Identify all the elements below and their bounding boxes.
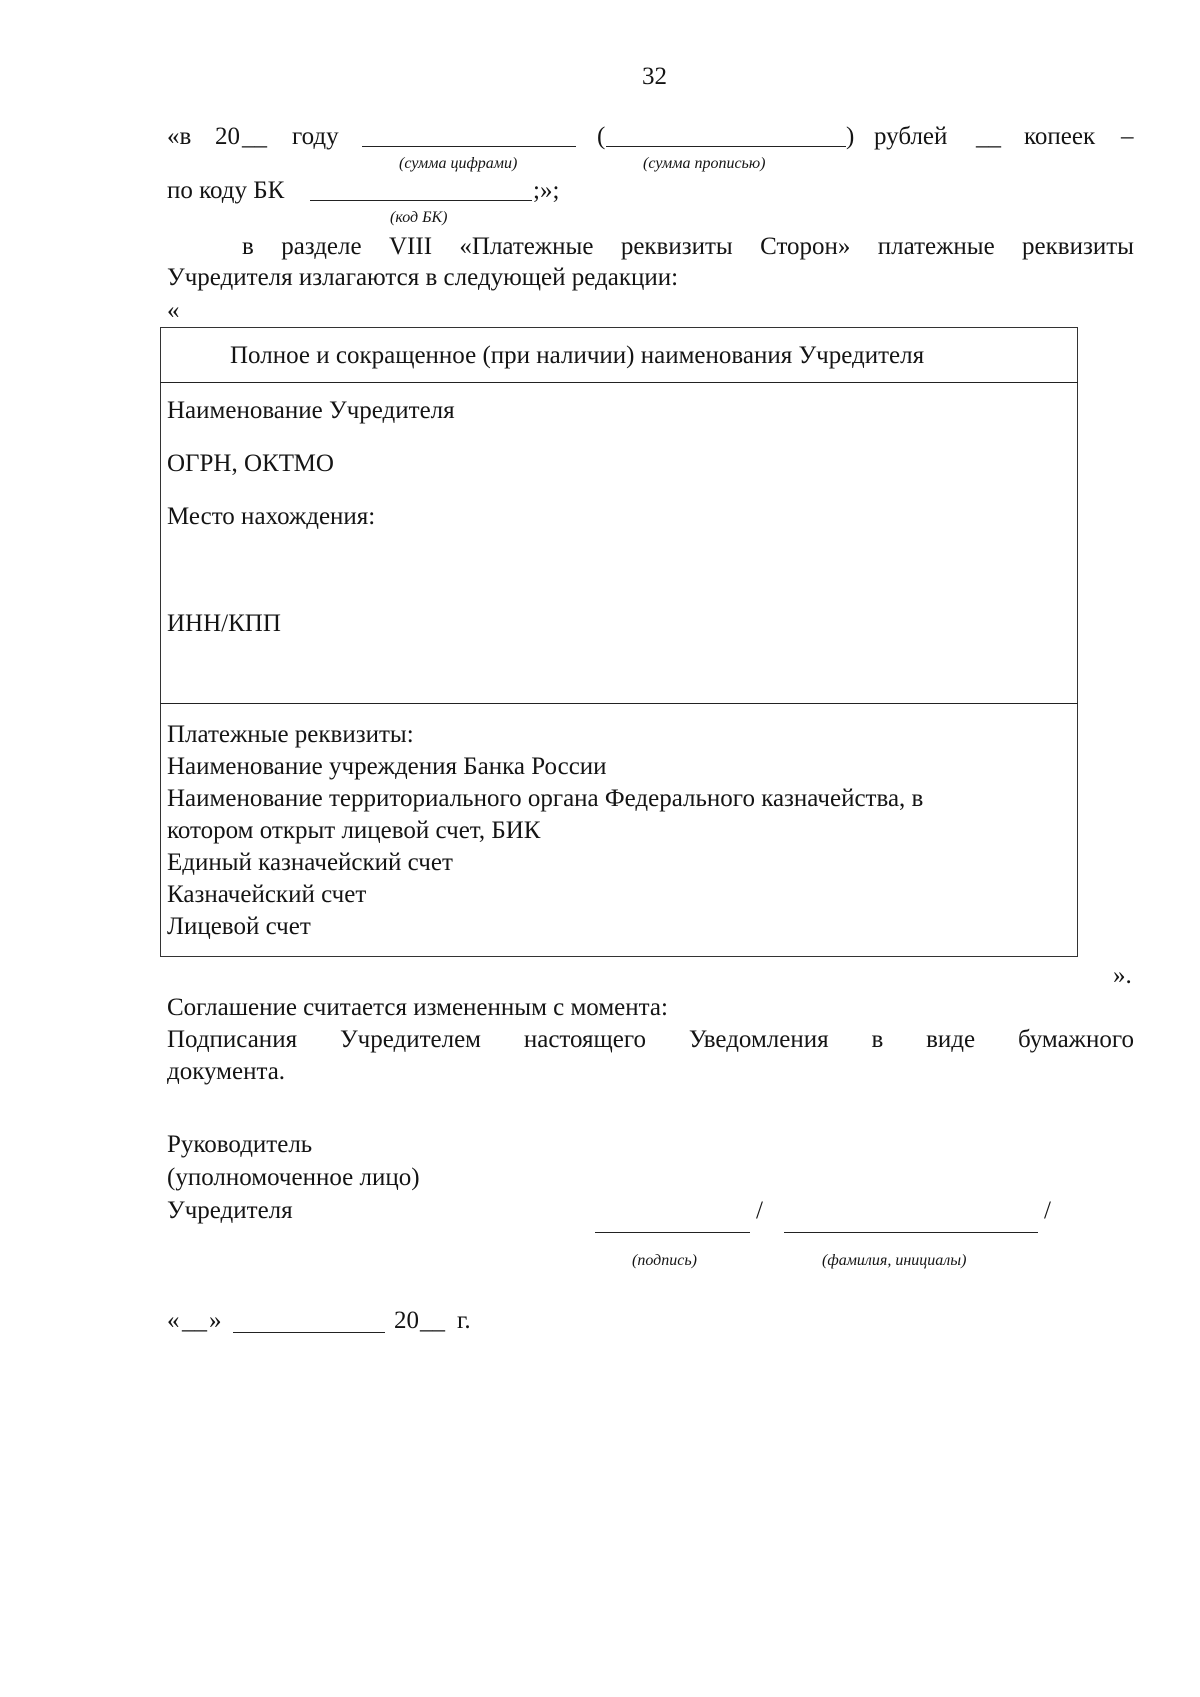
caption-name: (фамилия, инициалы) xyxy=(822,1252,967,1269)
date-open-quote: « xyxy=(167,1307,180,1334)
table-header: Полное и сокращенное (при наличии) наименования Учредителя xyxy=(230,342,925,369)
bk-suffix: ;»; xyxy=(533,177,560,204)
agreement-line-2 xyxy=(167,1025,1134,1055)
paren-close: ) xyxy=(846,123,855,150)
name-blank xyxy=(784,1232,1038,1233)
payment-line: Казначейский счет xyxy=(167,881,367,908)
para-word: платежные xyxy=(877,233,995,260)
paragraph-line-1 xyxy=(167,232,1134,262)
agreement-line-1: Соглашение считается измененным с момента: xyxy=(167,994,668,1021)
table-section-divider xyxy=(160,703,1078,704)
caption-sum-digits: (сумма цифрами) xyxy=(399,155,518,172)
para-word: в xyxy=(242,233,254,260)
payment-line: Единый казначейский счет xyxy=(167,849,453,876)
paragraph-line-2: Учредителя излагаются в следующей редакции: xyxy=(167,264,679,291)
bk-code-blank xyxy=(310,200,532,201)
payment-line: котором открыт лицевой счет, БИК xyxy=(167,817,541,844)
kopeck-blank: __ xyxy=(976,123,1001,150)
year-blank: __ xyxy=(242,123,267,150)
date-close-quote: » xyxy=(209,1307,222,1334)
agreement-word: бумажного xyxy=(1017,1026,1134,1053)
inn-kpp-label: ИНН/КПП xyxy=(167,610,281,637)
caption-bk-code: (код БК) xyxy=(390,209,448,226)
sum-digits-blank xyxy=(362,146,576,147)
table-header-divider xyxy=(160,382,1078,383)
date-day-blank: __ xyxy=(182,1307,207,1334)
agreement-word: Уведомления xyxy=(688,1026,829,1053)
year-prefix: 20 xyxy=(215,123,240,150)
para-word: VIII xyxy=(388,233,433,260)
date-month-blank xyxy=(233,1332,385,1333)
agreement-word: в xyxy=(871,1026,884,1053)
open-quote: « xyxy=(167,297,180,324)
line-dash: – xyxy=(1121,123,1134,150)
para-word: Сторон» xyxy=(760,233,851,260)
sum-words-blank xyxy=(606,146,846,147)
payment-line: Платежные реквизиты: xyxy=(167,721,414,748)
agreement-line-3: документа. xyxy=(167,1058,286,1085)
agreement-word: Подписания xyxy=(167,1026,298,1053)
para-word: реквизиты xyxy=(620,233,733,260)
signature-blank xyxy=(595,1232,750,1233)
caption-sum-words: (сумма прописью) xyxy=(643,155,766,172)
date-year-blank: __ xyxy=(420,1307,445,1334)
para-word: реквизиты xyxy=(1022,233,1134,260)
location-label: Место нахождения: xyxy=(167,503,376,530)
signature-slash-2: / xyxy=(1044,1197,1051,1224)
founder-name-label: Наименование Учредителя xyxy=(167,397,455,424)
caption-signature: (подпись) xyxy=(632,1252,697,1269)
signer-role-line: Учредителя xyxy=(167,1197,293,1224)
date-year-prefix: 20 xyxy=(394,1307,419,1334)
year-open-quote: «в xyxy=(167,123,192,150)
signer-role-line: Руководитель xyxy=(167,1131,313,1158)
closing-quote: ». xyxy=(1113,962,1132,989)
payment-line: Наименование учреждения Банка России xyxy=(167,753,607,780)
agreement-word: виде xyxy=(926,1026,976,1053)
signature-slash-1: / xyxy=(756,1197,763,1224)
ogrn-oktmo-label: ОГРН, ОКТМО xyxy=(167,450,334,477)
payment-line: Лицевой счет xyxy=(167,913,311,940)
page-number: 32 xyxy=(642,63,667,90)
agreement-word: настоящего xyxy=(523,1026,647,1053)
year-word: году xyxy=(292,123,339,150)
agreement-word: Учредителем xyxy=(339,1026,481,1053)
date-suffix: г. xyxy=(457,1307,471,1334)
para-word: «Платежные xyxy=(459,233,594,260)
para-word: разделе xyxy=(281,233,362,260)
paren-open: ( xyxy=(597,123,606,150)
rubley-label: рублей xyxy=(874,123,948,150)
bk-prefix: по коду БК xyxy=(167,177,285,204)
kopeek-label: копеек xyxy=(1024,123,1096,150)
payment-line: Наименование территориального органа Федерального казначейства, в xyxy=(167,785,924,812)
signer-role-line: (уполномоченное лицо) xyxy=(167,1164,420,1191)
